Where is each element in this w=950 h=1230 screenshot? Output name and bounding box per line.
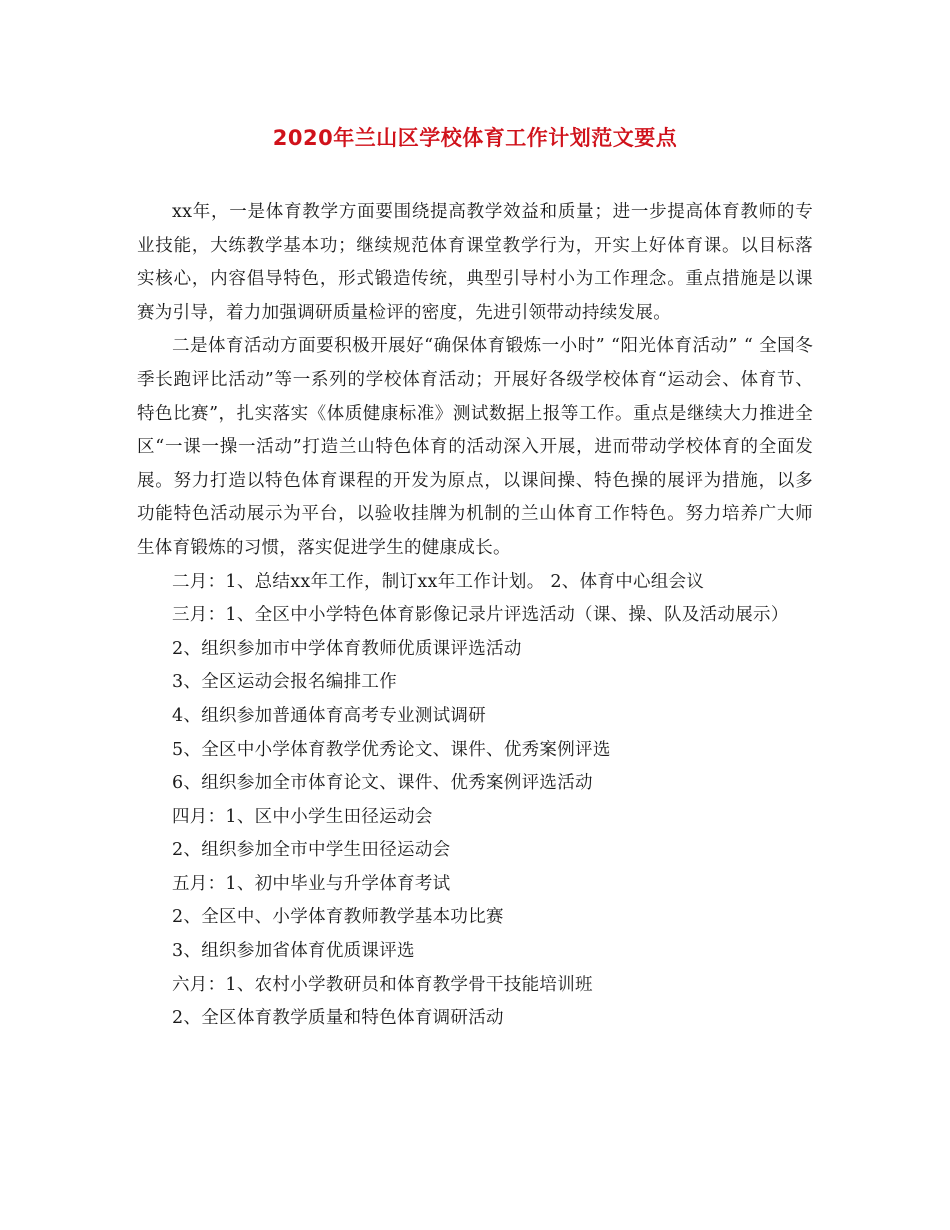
schedule-item: 4、组织参加普通体育高考专业测试调研 xyxy=(172,705,487,726)
schedule-item: 2、组织参加市中学体育教师优质课评选活动 xyxy=(172,638,522,659)
schedule-item: 6、组织参加全市体育论文、课件、优秀案例评选活动 xyxy=(172,773,593,794)
schedule-may: 五月：1、初中毕业与升学体育考试 xyxy=(172,873,451,894)
schedule-item: 3、全区运动会报名编排工作 xyxy=(172,672,398,693)
schedule-item: 5、全区中小学体育教学优秀论文、课件、优秀案例评选 xyxy=(172,739,611,760)
schedule-item: 2、全区中、小学体育教师教学基本功比赛 xyxy=(172,907,504,928)
paragraph-teaching: xx年，一是体育教学方面要围绕提高教学效益和质量；进一步提高体育教师的专业技能，大练教学基本功；继续规范体育课堂教学行为，开实上好体育课。以目标落实核心，内容倡导特色，形式锻造传统，典型引导村小为工作理念。重点措施是以课赛为引导，着力加强调研质量检评的密度，先进引领带动持续发展。 xyxy=(137,202,813,323)
schedule-item: 3、组织参加省体育优质课评选 xyxy=(172,941,415,962)
schedule-march: 三月：1、全区中小学特色体育影像记录片评选活动（课、操、队及活动展示） xyxy=(172,605,789,626)
document-title: 2020年兰山区学校体育工作计划范文要点 xyxy=(272,126,678,150)
schedule-february: 二月：1、总结xx年工作，制订xx年工作计划。 2、体育中心组会议 xyxy=(172,571,705,592)
schedule-item: 2、全区体育教学质量和特色体育调研活动 xyxy=(172,1008,504,1029)
paragraph-activities: 二是体育活动方面要积极开展好“确保体育锻炼一小时” “阳光体育活动” “ 全国冬季长跑评比活动”等一系列的学校体育活动；开展好各级学校体育“运动会、体育节、特色比赛”，扎实落实《体质健康标准》测试数据上报等工作。重点是继续大力推进全区“一课一操一活动”打造兰山特色体育的活动深入开展，进而带动学校体育的全面发展。努力打造以特色体育课程的开发为原点，以课间操、特色操的展评为措施，以多功能特色活动展示为平台，以验收挂牌为机制的兰山体育工作特色。努力培养广大师生体育锻炼的习惯，落实促进学生的健康成长。 xyxy=(137,336,813,558)
schedule-june: 六月：1、农村小学教研员和体育教学骨干技能培训班 xyxy=(172,974,593,995)
schedule-april: 四月：1、区中小学生田径运动会 xyxy=(172,806,433,827)
document-body xyxy=(137,196,813,1036)
schedule-item: 2、组织参加全市中学生田径运动会 xyxy=(172,840,451,861)
